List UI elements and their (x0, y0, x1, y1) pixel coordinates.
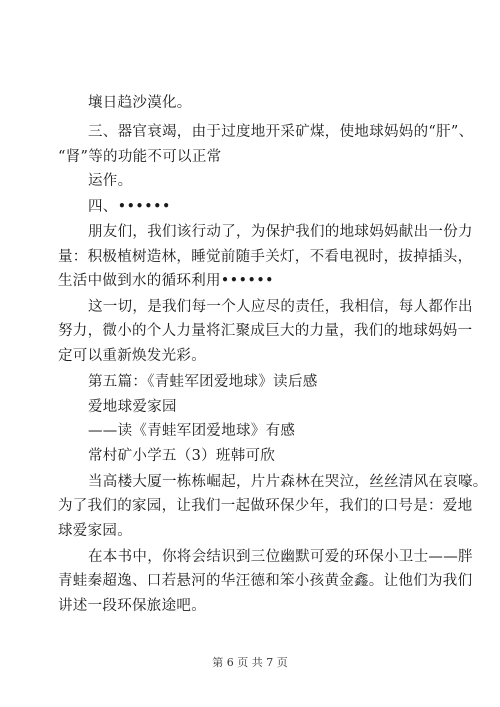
page-footer: 第 6 页 共 7 页 (212, 656, 288, 669)
section-heading: 第五篇：《青蛙军团爱地球》读后感 (88, 374, 318, 390)
text-line: 壤日趋沙漠化。 (88, 95, 192, 111)
author-line: 常村矿小学五（3）班韩可欣 (88, 448, 276, 464)
text-line: 四、•••••• (88, 199, 171, 215)
essay-title: 爱地球爱家园 (88, 399, 177, 415)
text-line: 运作。 (88, 173, 133, 189)
text-line: 讲述一段环保旅途吧。 (58, 598, 206, 614)
text-line: 量：积极植树造林，睡觉前随手关灯，不看电视时，拔掉插头， (58, 249, 473, 265)
text-line: 努力，微小的个人力量将汇聚成巨大的力量，我们的地球妈妈一 (58, 323, 473, 339)
text-line: 青蛙秦超逸、口若悬河的华汪德和笨小孩黄金鑫。让他们为我们 (58, 573, 473, 589)
text-line: 朋友们，我们该行动了，为保护我们的地球妈妈献出一份力 (88, 224, 473, 240)
text-line: 生活中做到水的循环利用•••••• (58, 273, 274, 289)
text-line: “肾”等的功能不可以正常 (58, 149, 222, 165)
text-line: 定可以重新焕发光彩。 (58, 348, 206, 364)
text-line: 在本书中，你将会结识到三位幽默可爱的环保小卫士——胖 (88, 549, 473, 565)
text-line: 这一切，是我们每一个人应尽的责任，我相信，每人都作出 (88, 299, 473, 315)
text-line: 为了我们的家园，让我们一起做环保少年，我们的口号是：爱地 (58, 498, 473, 514)
text-line: 当高楼大厦一栋栋崛起，片片森林在哭泣，丝丝清风在哀嚎。 (88, 474, 488, 490)
text-line: 三、器官衰竭，由于过度地开采矿煤，使地球妈妈的“肝”、 (88, 124, 474, 140)
text-line: 球爱家园。 (58, 523, 132, 539)
essay-subtitle: ——读《青蛙军团爱地球》有感 (88, 423, 296, 439)
